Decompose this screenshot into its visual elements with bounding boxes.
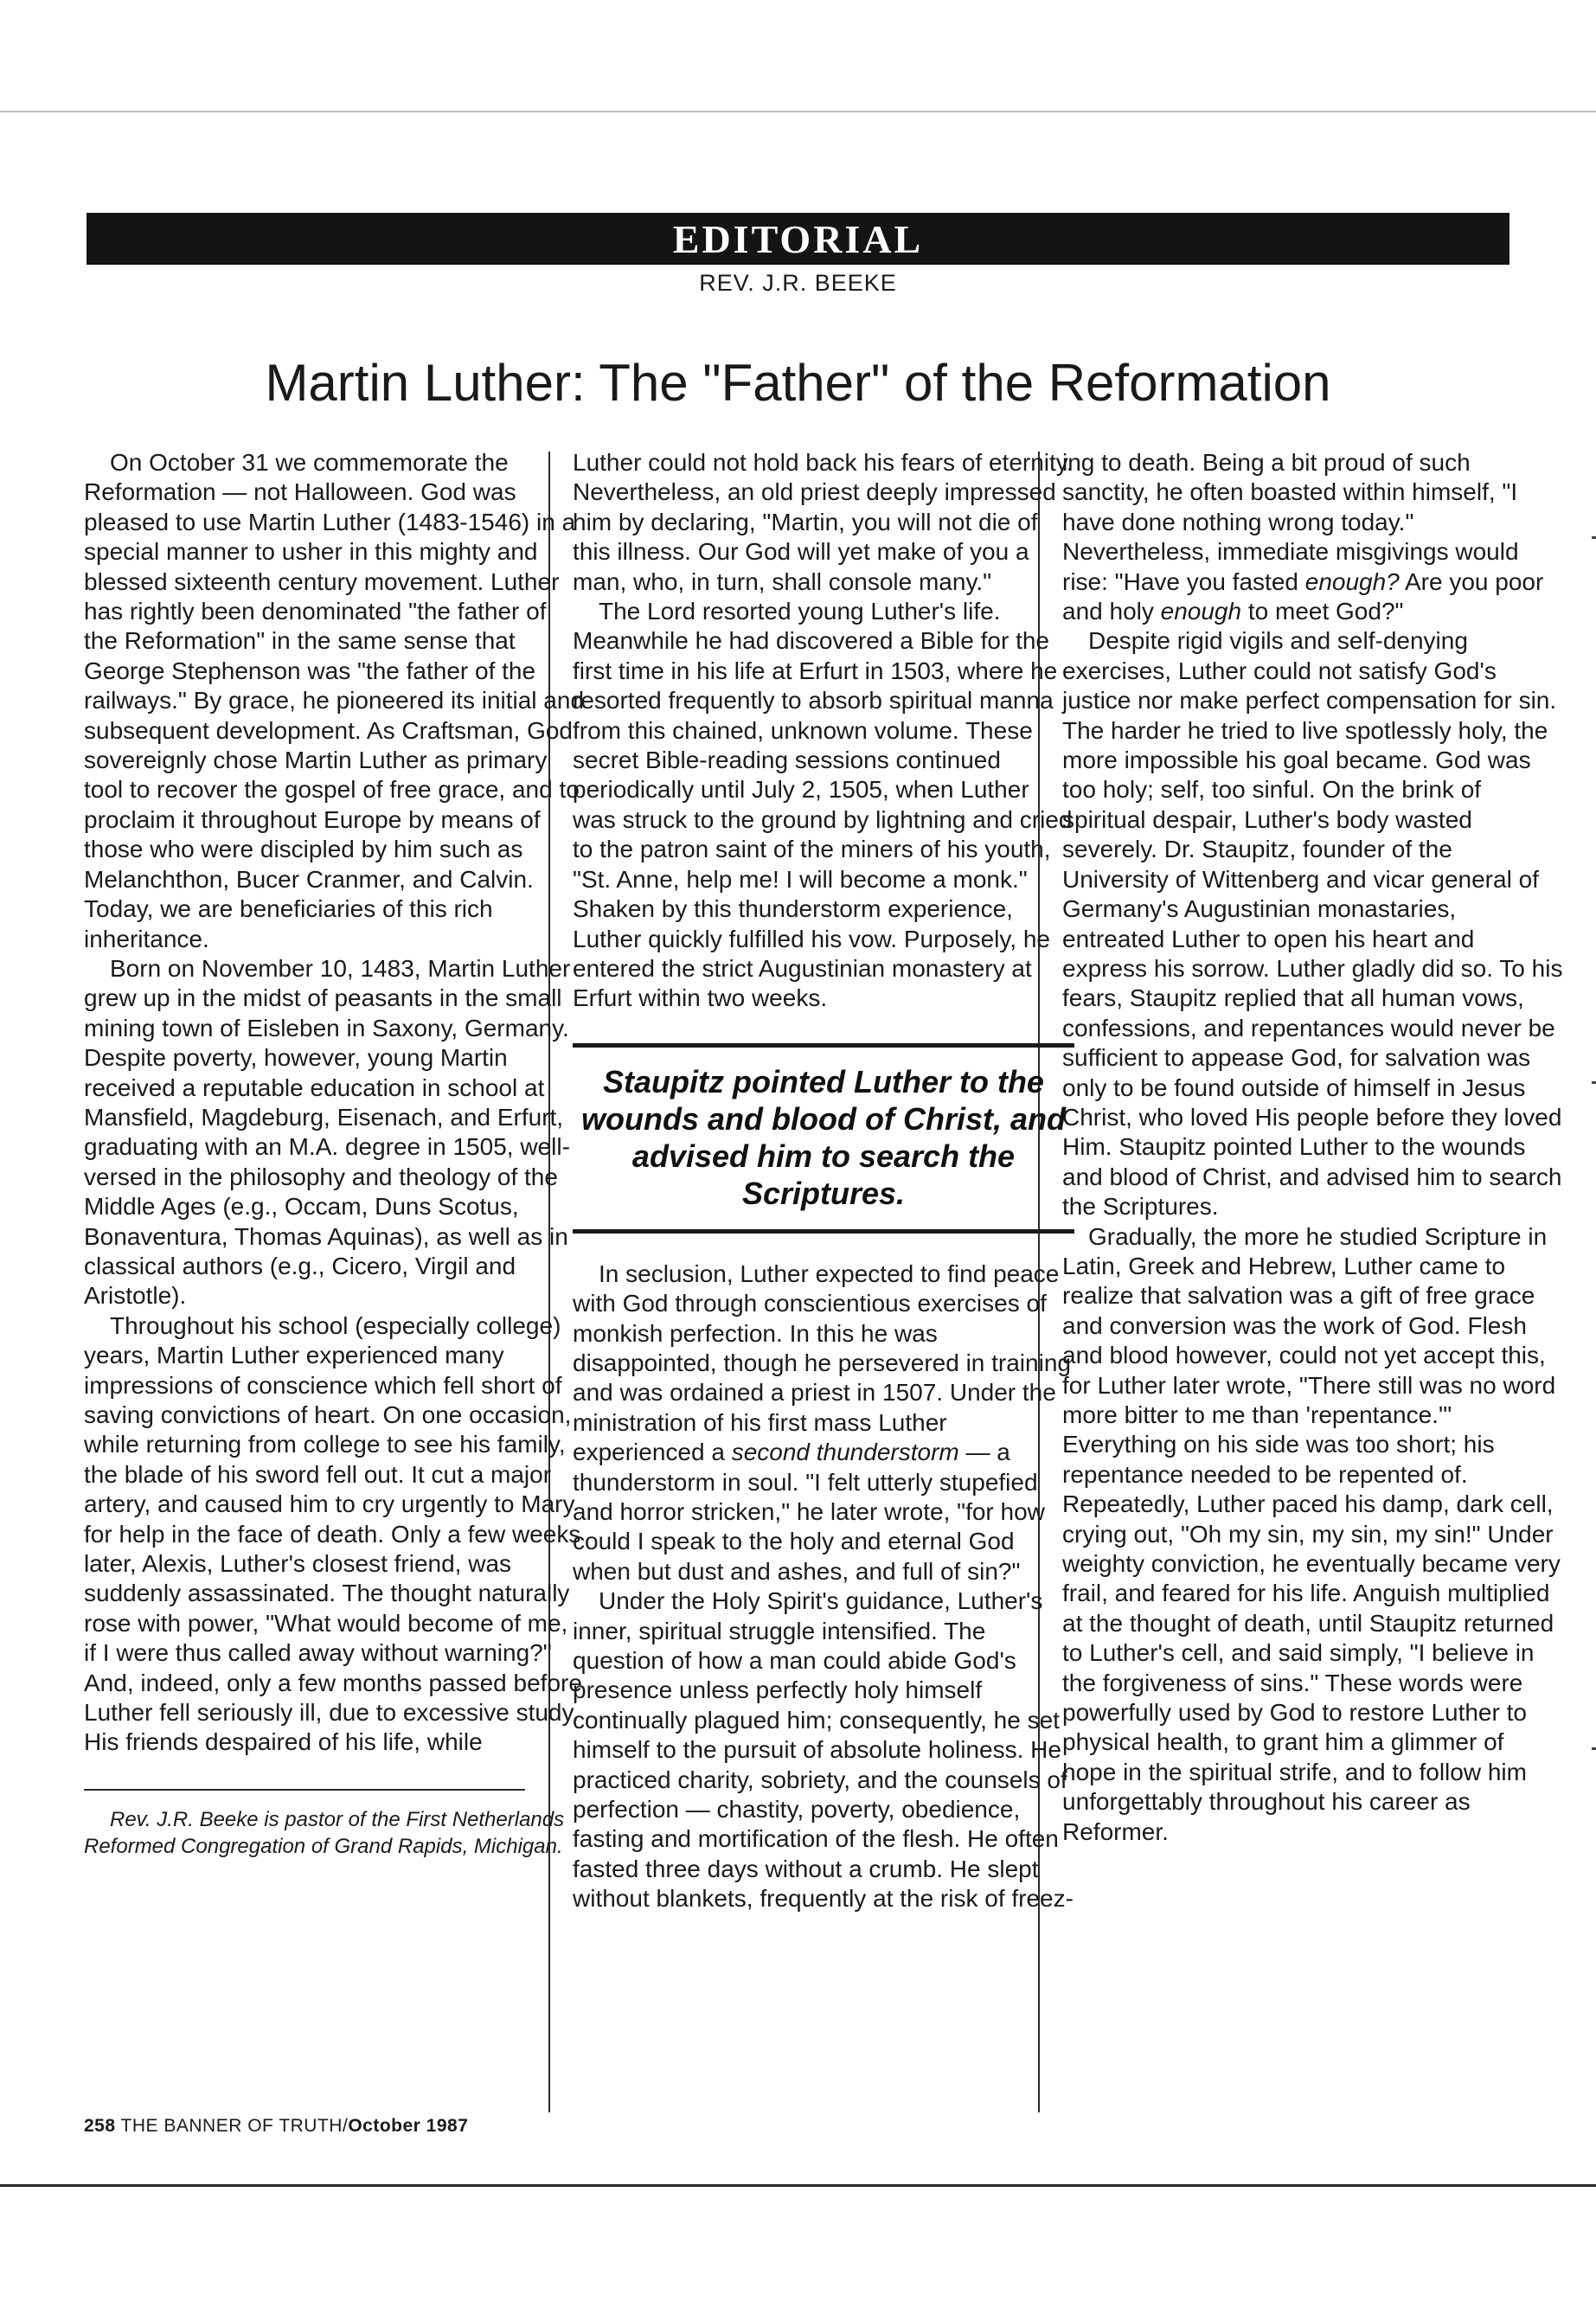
text-run: In seclusion, Luther expected to find peace with God through conscientious exercises of monkish perfection. In this he was disappointed, though he persevered in training and was ordained a priest in 1507. Under the ministration of his first mass Luther experienced a xyxy=(573,1259,1071,1466)
paragraph: Despite rigid vigils and self-denying exercises, Luther could not satisfy God's justice nor make perfect compensation for sin. The harder he tried to live spotlessly holy, the more impossible his goal became. God was too holy; self, too sinful. On the brink of spiritual despair, Luther's body wasted severely. Dr. Staupitz, founder of the University of Wittenberg and vicar general of Germany's Augustinian monastaries, entreated Luther to open his heart and express his sorrow. Luther gladly did so. To his fears, Staupitz replied that all human vows, confessions, and repentances would never be sufficient to appease God, for salvation was only to be found outside of himself in Jesus Christ, who loved His people before they loved Him. Staupitz pointed Luther to the wounds and blood of Christ, and advised him to search the Scriptures. xyxy=(1062,627,1563,1221)
paragraph: Gradually, the more he studied Scripture in Latin, Greek and Hebrew, Luther came to realize that salvation was a gift of free grace and conversion was the work of God. Flesh and blood however, could not yet accept this, for Luther later wrote, "There still was no word more bitter to me than 'repentance.'" Everything on his side was too short; his repentance needed to be repented of. Repeatedly, Luther paced his damp, dark cell, crying out, "Oh my sin, my sin, my sin!" Under weighty conviction, he eventually became very frail, and feared for his life. Anguish multiplied at the thought of death, until Staupitz returned to Luther's cell, and said simply, "I believe in the forgiveness of sins." These words were powerfully used by God to restore Luther to physical health, to grant him a glimmer of hope in the spiritual strife, and to follow him unforgettably throughout his career as Reformer. xyxy=(1062,1222,1561,1845)
paragraph: The Lord resorted young Luther's life. Meanwhile he had discovered a Bible for the first time in his life at Erfurt in 1503, where he resorted frequently to absorb spiritual manna from this chained, unknown volume. These secret Bible-reading sessions continued periodically until July 2, 1505, when Luther was struck to the ground by lightning and cried to the patron saint of the miners of his youth, "St. Anne, help me! I will become a monk." Shaken by this thunderstorm experience, Luther quickly fulfilled his vow. Purposely, he entered the strict Augustinian monastery at Erfurt within two weeks. xyxy=(573,598,1073,1012)
text-run: — a thunderstorm in soul. "I felt utterly stupefied and horror stricken," he later wrote, "for how could I speak to the holy and eternal God when but dust and ashes, and full of sin?" xyxy=(573,1439,1045,1585)
page-bottom-edge xyxy=(0,2184,1596,2187)
article-column-2 xyxy=(573,448,1074,1914)
pull-quote: Staupitz pointed Luther to the wounds and blood of Christ, and advised him to search the Scriptures. xyxy=(573,1043,1074,1234)
paragraph: Under the Holy Spirit's guidance, Luther's inner, spiritual struggle intensified. The question of how a man could abide God's presence unless perfectly holy himself continually plagued him; consequently, he set himself to the pursuit of absolute holiness. He practiced charity, sobriety, and the counsels of perfection — chastity, poverty, obedience, fasting and mortification of the flesh. He often fasted three days without a crumb. He slept without blankets, frequently at the risk of freez- xyxy=(573,1587,1074,1913)
article-column-3 xyxy=(1062,448,1564,1847)
paragraph: Throughout his school (especially college) years, Martin Luther experienced many impressions of conscience which fell short of saving convictions of heart. On one occasion, while returning from college to see his family, the blade of his sword fell out. It cut a major artery, and caused him to cry urgently to Mary for help in the face of death. Only a few weeks later, Alexis, Luther's closest friend, was suddenly assassinated. The thought naturally rose with power, "What would become of me, if I were thus called away without warning?" And, indeed, only a few months passed before Luther fell seriously ill, due to excessive study. His friends despaired of his life, while xyxy=(84,1311,582,1756)
page-top-edge xyxy=(0,111,1596,112)
emphasis-text: second thunderstorm xyxy=(731,1439,959,1466)
text-run: ing to death. Being a bit proud of such sanctity, he often boasted within himself, "I have done nothing wrong today." Nevertheless, immediate misgivings would rise: "Have you fasted xyxy=(1062,449,1519,595)
text-run: Are you poor and holy xyxy=(1062,567,1544,625)
paragraph xyxy=(1062,448,1564,626)
paragraph xyxy=(573,1259,1074,1586)
scan-edge-mark xyxy=(1592,1081,1596,1084)
publication-name: THE BANNER OF TRUTH/ xyxy=(120,2116,349,2136)
paragraph: Born on November 10, 1483, Martin Luther grew up in the midst of peasants in the small mining town of Eisleben in Saxony, Germany. Despite poverty, however, young Martin received a reputable education in school at Mansfield, Magdeburg, Eisenach, and Erfurt, graduating with an M.A. degree in 1505, well-versed in the philosophy and theology of the Middle Ages (e.g., Occam, Duns Scotus, Bonaventura, Thomas Aquinas), as well as in classical authors (e.g., Cicero, Virgil and Aristotle). xyxy=(84,954,571,1310)
text-run: to meet God?" xyxy=(1241,598,1404,625)
article-column-1 xyxy=(84,448,586,1860)
scan-edge-mark xyxy=(1592,536,1596,539)
scan-edge-mark xyxy=(1592,1747,1596,1750)
author-bio: Rev. J.R. Beeke is pastor of the First Netherlands Reformed Congregation of Grand Rapids, Michigan. xyxy=(84,1807,565,1858)
emphasis-text: enough xyxy=(1160,598,1242,625)
author-byline: REV. J.R. BEEKE xyxy=(699,270,897,296)
bio-divider xyxy=(84,1789,525,1791)
issue-date: October 1987 xyxy=(348,2116,469,2136)
page-footer xyxy=(84,2116,468,2137)
paragraph: Luther could not hold back his fears of eternity. Nevertheless, an old priest deeply impressed him by declaring, "Martin, you will not die of this illness. Our God will yet make of you a man, who, in turn, shall console many." xyxy=(573,449,1074,595)
emphasis-text: enough? xyxy=(1304,567,1400,595)
paragraph: On October 31 we commemorate the Reformation — not Halloween. God was pleased to use Martin Luther (1483-1546) in a special manner to usher in this mighty and blessed sixteenth century movement. Luther has rightly been denominated "the father of the Reformation" in the same sense that George Stephenson was "the father of the railways." By grace, he pioneered its initial and subsequent development. As Craftsman, God sovereignly chose Martin Luther as primary tool to recover the gospel of free grace, and to proclaim it throughout Europe by means of those who were discipled by him such as Melanchthon, Bucer Cranmer, and Calvin. Today, we are beneficiaries of this rich inheritance. xyxy=(84,449,585,952)
article-title: Martin Luther: The "Father" of the Reformation xyxy=(265,354,1331,412)
section-banner: EDITORIAL xyxy=(87,213,1509,265)
page-number: 258 xyxy=(84,2116,116,2136)
